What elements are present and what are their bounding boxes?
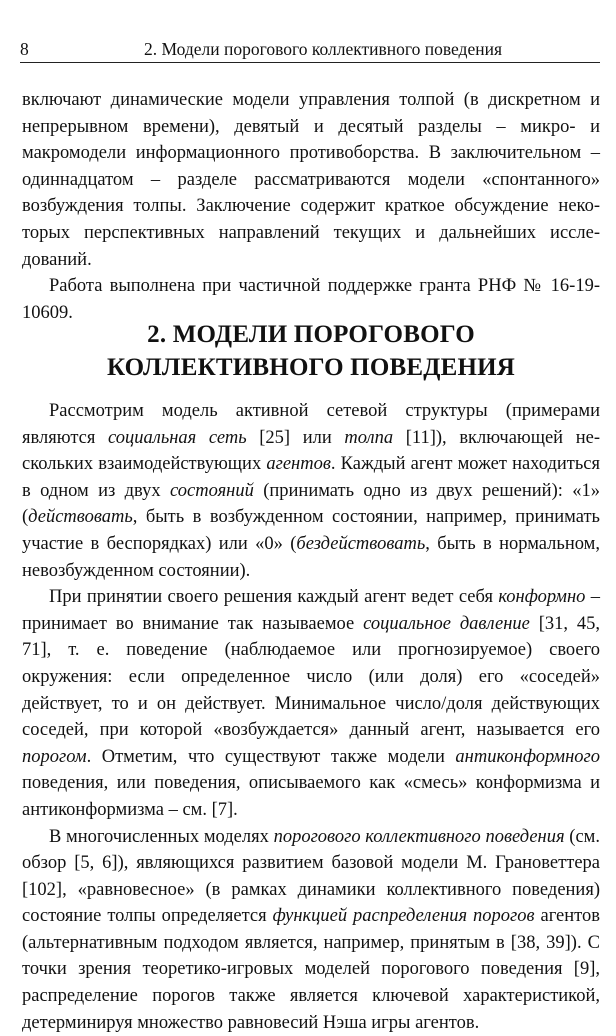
paragraph-1-text-5: (принимать одно из двух решений): «1» ( (22, 481, 600, 528)
paragraph-1-emphasis-4: состояний (170, 481, 254, 501)
intro-paragraph-grant: Работа выполнена при частичной поддержке гранта РНФ № 16-19-10609. (22, 273, 600, 326)
paragraph-1-text-6: , быть в возбужденном состоянии, например, принимать участие в беспорядках) или «0» ( (22, 507, 600, 554)
paragraph-1-text-7: , быть в нормальном, невозбужденном состоянии). (22, 534, 600, 581)
paragraph-1-text-4: . Каждый агент может находиться в одном из двух (22, 454, 600, 501)
paragraph-2-emphasis-4: антиконформного (455, 747, 600, 767)
paragraph-3-emphasis-2: функцией распределения порогов (273, 906, 535, 926)
paragraph-2-text-3: [31, 45, 71], т. е. поведение (наблюдаемое или прогнозируемое) своего окружения: если определенное число (или доля) его «соседей» действует, то и он действует. Минимальное число/доля действующих соседей, при которой «возбуждается» данный агент, называется его (22, 614, 600, 740)
paragraph-3-emphasis-1: порогового коллективного поведения (274, 827, 565, 847)
paragraph-2 (22, 584, 600, 823)
paragraph-1-emphasis-6: бездействовать (296, 534, 425, 554)
intro-paragraph-1: включают динамические модели управления толпой (в дискретном и непрерывном времени), девятый и десятый разделы – микро- и макромодели информационного противоборства. В заключительном – одиннадцатом – разделе рассматриваются модели «спонтанного» возбуждения толпы. Заключение содержит краткое обсуждение некоторых перспективных направлений текущих и дальнейших исследований. (22, 87, 600, 273)
paragraph-1-emphasis-3: агентов (266, 454, 331, 474)
running-title: 2. Модели порогового коллективного поведения (20, 38, 600, 60)
paragraph-2-text-5: поведения, или поведения, описываемого как «смесь» конформизма и антиконформизма – см. [7]. (22, 773, 600, 820)
paragraph-3 (22, 824, 600, 1036)
page-number: 8 (20, 38, 29, 60)
paragraph-3-text-1: В многочисленных моделях (49, 827, 274, 847)
section-body (22, 398, 600, 1036)
paragraph-1-emphasis-2: толпа (344, 428, 393, 448)
paragraph-2-emphasis-3: порогом (22, 747, 87, 767)
paragraph-1-emphasis-5: действовать (28, 507, 133, 527)
paragraph-3-text-3: агентов (альтернативным подходом является, например, принятым в [38, 39]). С точки зрения теоретико-игровых моделей порогового поведения [9], распределение порогов также является ключевой характеристикой, детерминируя множество равновесий Нэша игры агентов. (22, 906, 600, 1032)
paragraph-2-text-2: – принимает во внимание так называемое (22, 587, 600, 634)
running-header (20, 38, 600, 63)
paragraph-2-text-4: . Отметим, что существуют также модели (87, 747, 456, 767)
paragraph-1-text-2: [25] или (247, 428, 345, 448)
paragraph-1-text-1: Рассмотрим модель активной сетевой структуры (примерами являются (22, 401, 600, 448)
section-heading-line-2: КОЛЛЕКТИВНОГО ПОВЕДЕНИЯ (22, 351, 600, 384)
paragraph-1 (22, 398, 600, 584)
paragraph-2-emphasis-1: конформно (498, 587, 585, 607)
paragraph-1-emphasis-1: социальная сеть (108, 428, 247, 448)
paragraph-2-emphasis-2: социальное давление (363, 614, 530, 634)
section-heading (22, 318, 600, 384)
intro-text (22, 87, 600, 326)
paragraph-3-text-2: (см. обзор [5, 6]), являющихся развитием базовой модели М. Грановеттера [102], «равновесное» (в рамках динамики коллективного поведения) состояние толпы определяется (22, 827, 600, 927)
paragraph-2-text-1: При принятии своего решения каждый агент ведет себя (49, 587, 498, 607)
section-heading-line-1: 2. МОДЕЛИ ПОРОГОВОГО (22, 318, 600, 351)
paragraph-1-text-3: [11]), включающей нескольких взаимодействующих (22, 428, 600, 475)
